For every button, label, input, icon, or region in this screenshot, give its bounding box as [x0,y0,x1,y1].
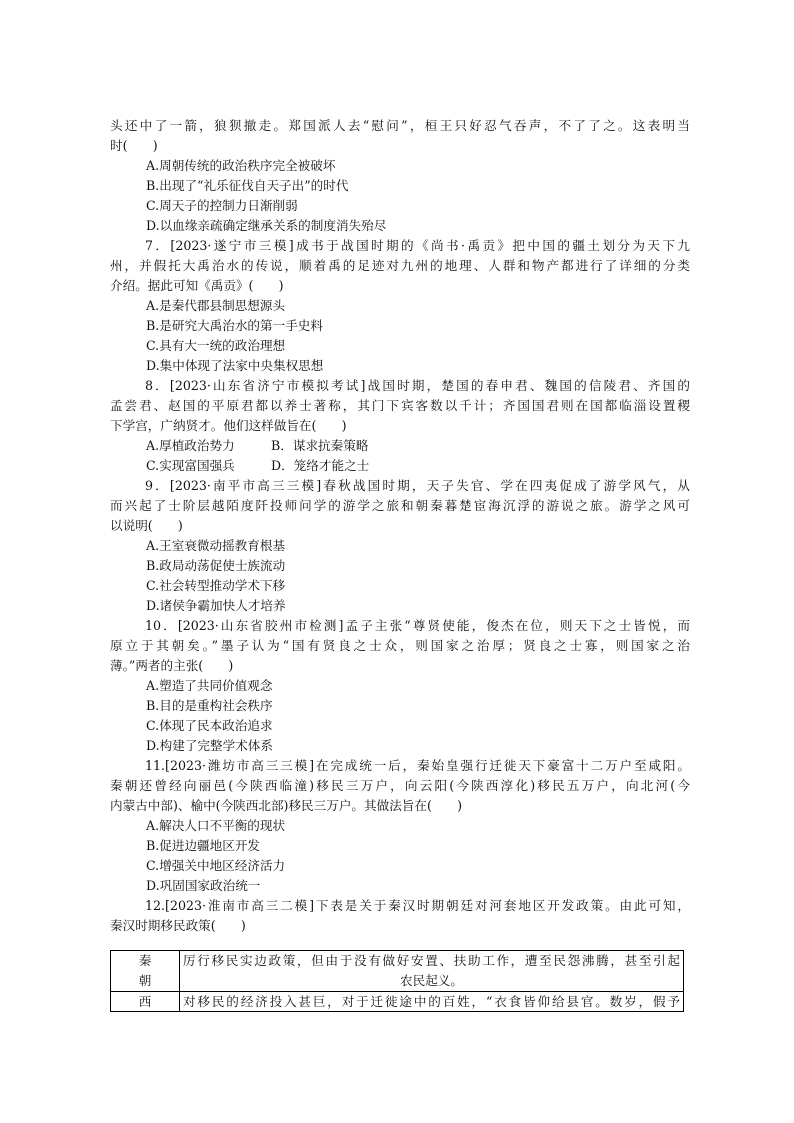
question-7 [110,236,690,376]
question-9-option-b: B.政局动荡促使士族流动 [146,558,286,573]
question-9 [110,476,690,616]
question-11-stem-line-3: 内蒙古中部)、榆中(今陕西北部)移民三万户。其做法旨在( ) [110,798,463,813]
question-12-stem-line-2: 秦汉时期移民政策( ) [110,918,246,933]
question-10-option-a: A.塑造了共同价值观念 [146,678,273,693]
question-7-option-a: A.是秦代郡县制思想源头 [146,298,286,313]
question-10-stem-line-1: 10．[2023·山东省胶州市检测]孟子主张“尊贤使能，俊杰在位，则天下之士皆悦，而 [145,618,690,633]
question-8-option-b: B．谋求抗秦策略 [271,438,369,453]
question-8-option-a: A.厚植政治势力 [146,438,235,453]
policy-table [110,950,684,1012]
table-row [111,951,684,992]
question-8 [110,376,690,476]
question-7-option-c: C.具有大一统的政治理想 [146,338,286,353]
question-9-option-d: D.诸侯争霸加快人才培养 [146,598,286,613]
question-10-option-c: C.体现了民本政治追求 [146,718,273,733]
question-8-options-row-2 [110,456,690,476]
question-10-option-b: B.目的是重构社会秩序 [146,698,273,713]
question-7-stem-line-1: 7．[2023·遂宁市三模]成书于战国时期的《尚书·禹贡》把中国的疆土划分为天下九 [145,238,690,253]
table-header-char: 秦 [138,953,152,968]
question-10-stem-line-2: 原立于其朝矣。”墨子认为“国有贤良之士众，则国家之治厚；贤良之士寡，则国家之治 [110,638,690,653]
question-9-option-c: C.社会转型推动学术下移 [146,578,286,593]
question-11-stem-line-2: 秦朝还曾经向丽邑(今陕西临潼)移民三万户，向云阳(今陕西淳化)移民五万户，向北河(今 [110,778,690,793]
question-11-option-a: A.解决人口不平衡的现状 [146,818,286,833]
question-10-option-d: D.构建了完整学术体系 [146,738,273,753]
question-9-option-a: A.王室衰微动摇教育根基 [146,538,286,553]
question-11-option-b: B.促进边疆地区开发 [146,838,261,853]
question-8-option-d: D．笼络才能之士 [271,458,370,473]
table-cell-line: 对移民的经济投入甚巨，对于迁徙途中的百姓，“衣食皆仰给县官。数岁，假予 [183,994,680,1009]
table-header-char: 朝 [138,973,152,988]
question-7-stem-line-3: 介绍。据此可知《禹贡》( ) [110,278,284,293]
table-row [111,992,684,1012]
question-6-option-c: C.周天子的控制力日渐削弱 [146,198,298,213]
question-6-option-d: D.以血缘亲疏确定继承关系的制度消失殆尽 [146,218,387,233]
question-8-options-row-1 [110,436,690,456]
table-cell-line: 农民起义。 [400,973,463,988]
table-cell-line: 厉行移民实边政策，但由于没有做好安置、扶助工作，遭至民怨沸腾，甚至引起 [183,953,680,968]
table-cell [180,951,684,992]
question-8-stem-line-2: 孟尝君、赵国的平原君都以养士著称，其门下宾客数以千计；齐国国君则在国都临淄设置稷 [110,398,690,413]
question-11 [110,756,690,896]
question-body [110,116,690,936]
question-7-stem-line-2: 州，并假托大禹治水的传说，顺着禹的足迹对九州的地理、人群和物产都进行了详细的分类 [110,258,690,273]
question-8-stem-line-1: 8．[2023·山东省济宁市模拟考试]战国时期，楚国的春申君、魏国的信陵君、齐国的 [145,378,690,393]
table-cell [180,992,684,1012]
question-6-option-a: A.周朝传统的政治秩序完全被破坏 [146,158,336,173]
question-6-stem-line-2: 时( ) [110,138,158,153]
question-8-stem-line-3: 下学宫，广纳贤才。他们这样做旨在( ) [110,418,347,433]
question-12-stem-line-1: 12.[2023·淮南市高三二模]下表是关于秦汉时期朝廷对河套地区开发政策。由此可知， [145,898,690,913]
question-7-option-d: D.集中体现了法家中央集权思想 [146,358,324,373]
table-row-header [111,992,180,1012]
table-header-char: 西 [138,994,152,1009]
question-6-option-b: B.出现了“礼乐征伐自天子出”的时代 [146,178,349,193]
question-11-option-d: D.巩固国家政治统一 [146,878,261,893]
question-11-stem-line-1: 11.[2023·潍坊市高三三模]在完成统一后，秦始皇强行迁徙天下豪富十二万户至咸阳。 [145,758,690,773]
question-7-option-b: B.是研究大禹治水的第一手史料 [146,318,323,333]
question-8-option-c: C.实现富国强兵 [146,458,235,473]
question-6 [110,116,690,236]
question-9-stem-line-1: 9．[2023·南平市高三三模]春秋战国时期，天子失官、学在四夷促成了游学风气，从 [145,478,690,493]
question-9-stem-line-3: 以说明( ) [110,518,183,533]
question-12 [110,896,690,936]
question-10 [110,616,690,756]
question-11-option-c: C.增强关中地区经济活力 [146,858,286,873]
question-10-stem-line-3: 薄。”两者的主张( ) [110,658,234,673]
table-row-header [111,951,180,992]
question-9-stem-line-2: 而兴起了士阶层越陌度阡投师问学的游学之旅和朝秦暮楚宦海沉浮的游说之旅。游学之风可 [110,498,690,513]
question-6-stem-line-1: 头还中了一箭，狼狈撤走。郑国派人去“慰问”，桓王只好忍气吞声，不了了之。这表明当 [110,118,690,133]
